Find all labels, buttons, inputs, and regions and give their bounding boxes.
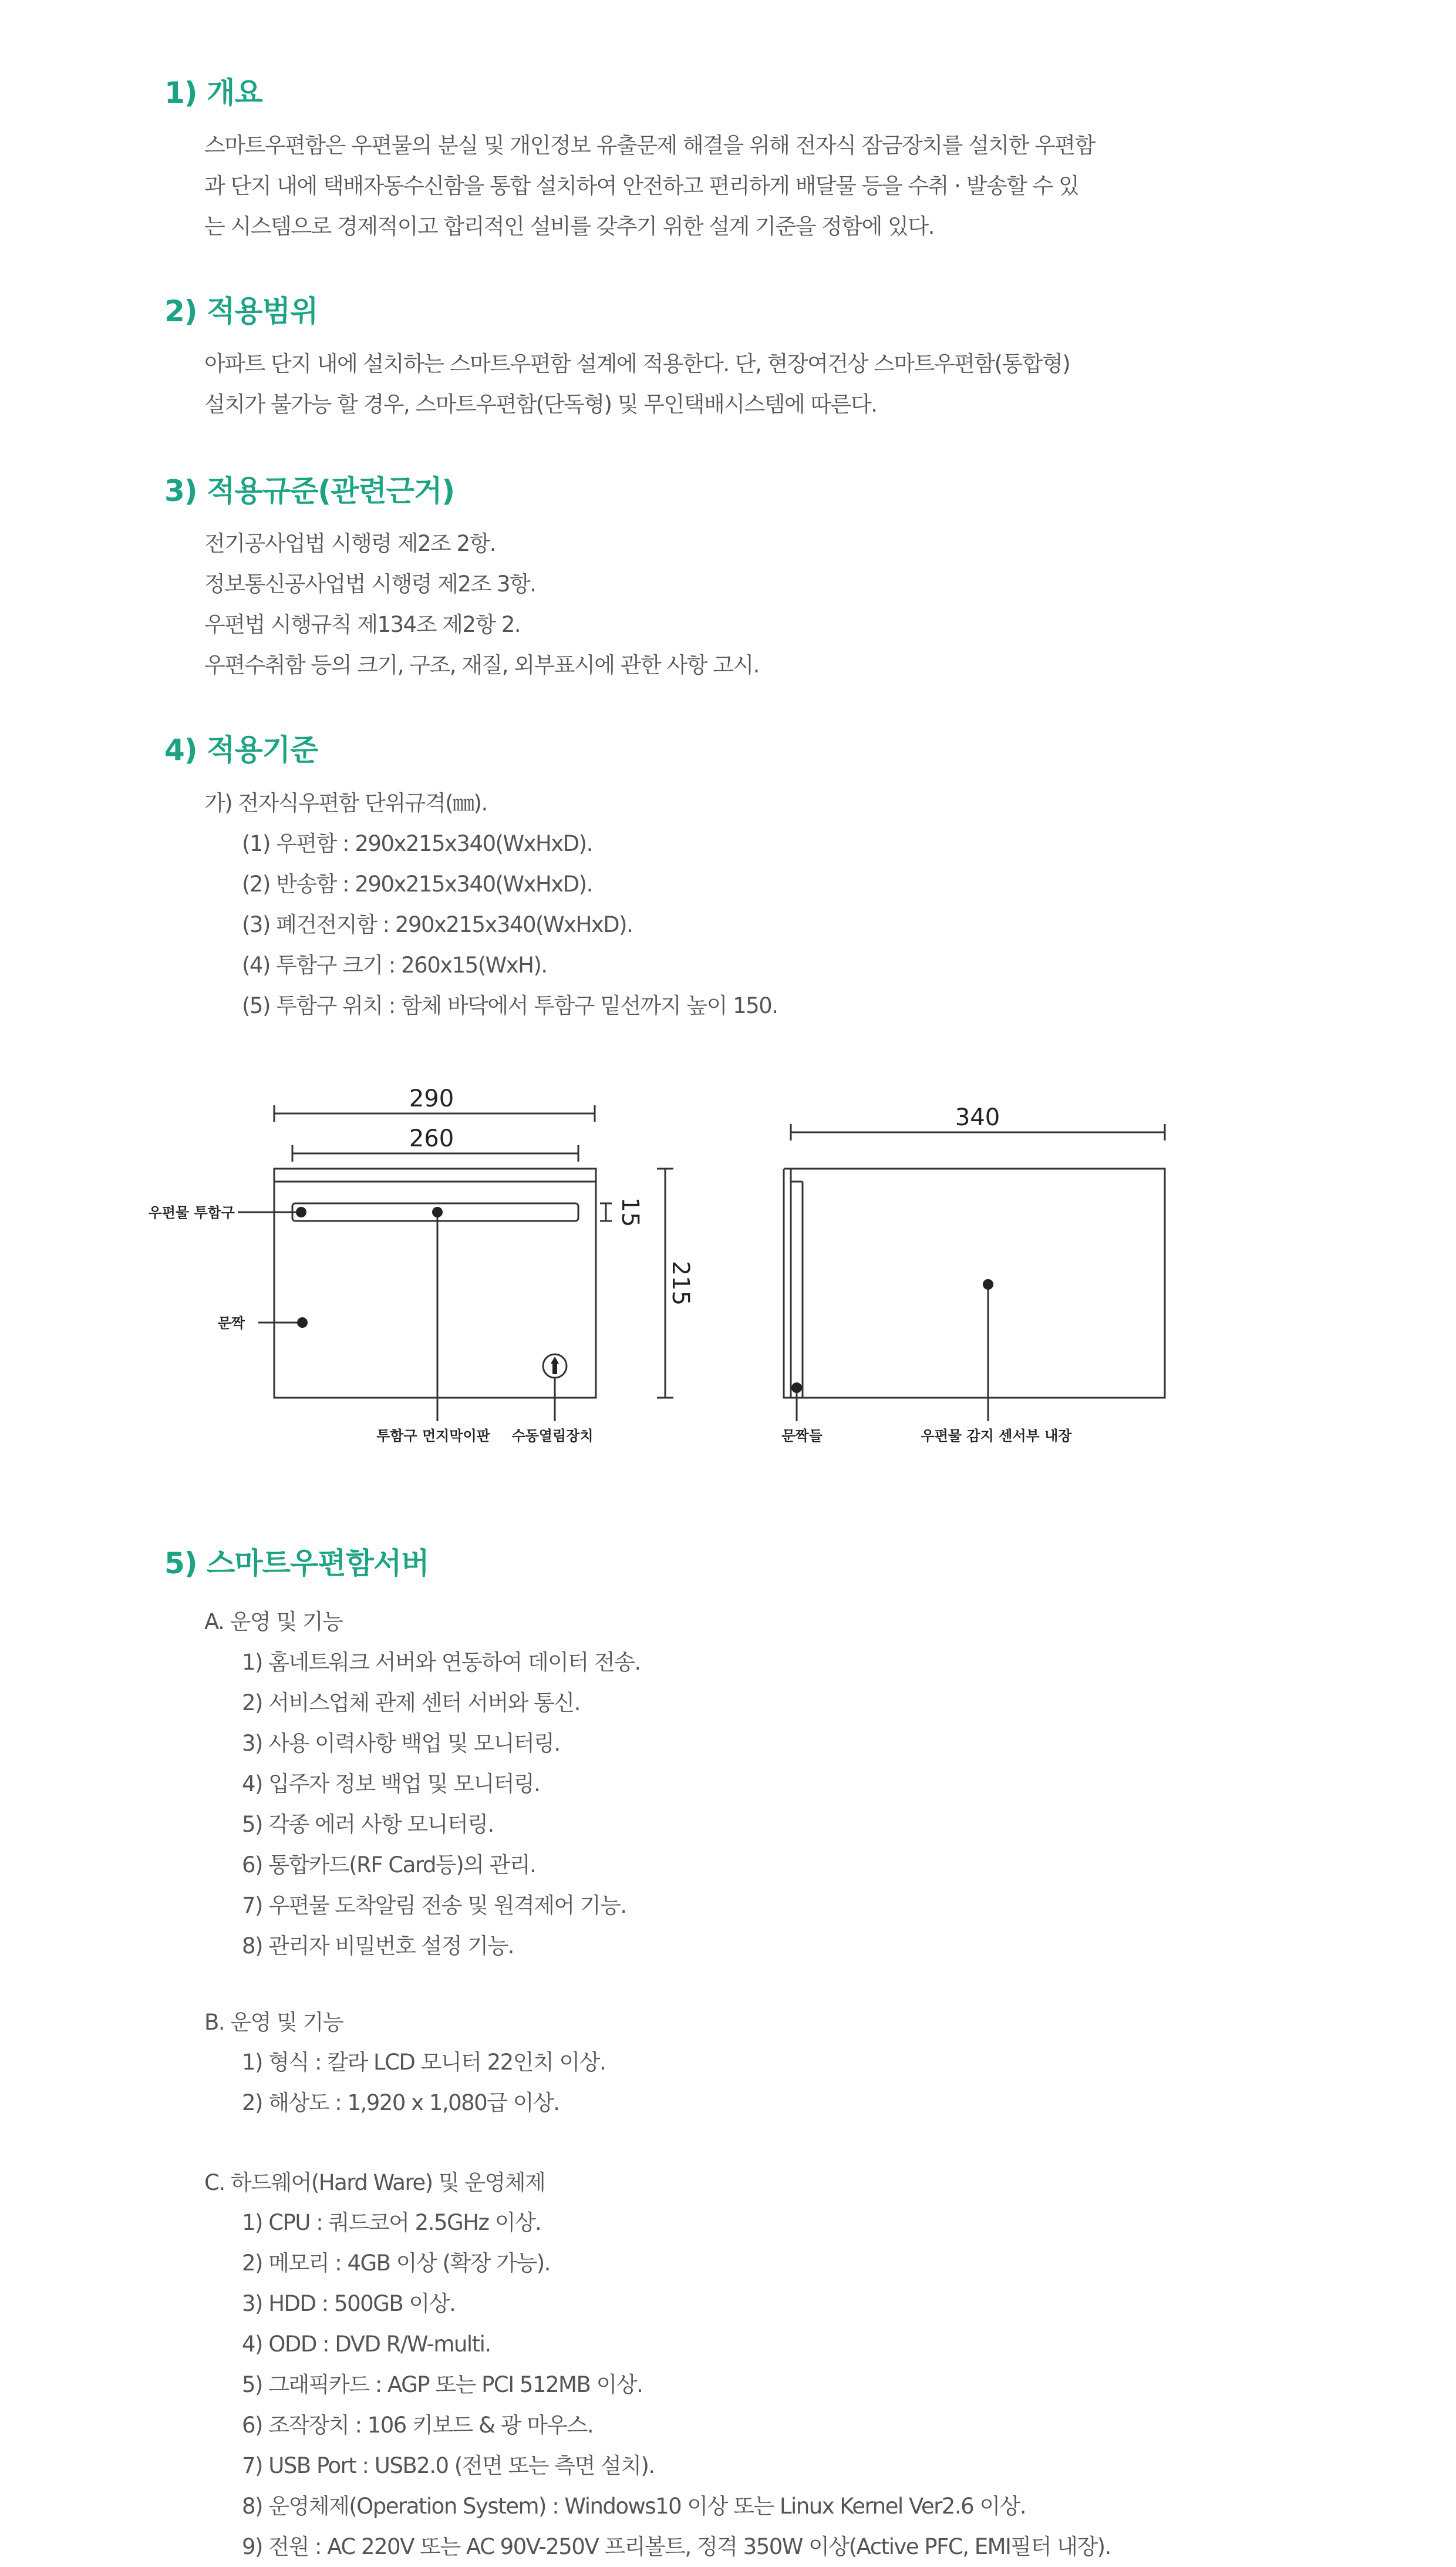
dim-label-slot-width: 260 <box>409 1125 454 1152</box>
label-sensor: 우편물 감지 센서부 내장 <box>921 1428 1072 1444</box>
standard-item: (3) 폐건전지함 : 290x215x340(WxHxD). <box>242 912 633 937</box>
label-dust-plate: 투함구 먼지막이판 <box>376 1428 490 1444</box>
server-a-item: 1) 홈네트워크 서버와 연동하여 데이터 전송. <box>242 1650 641 1675</box>
regulations-list <box>204 523 759 685</box>
server-c-item: 2) 메모리 : 4GB 이상 (확장 가능). <box>242 2250 550 2276</box>
standard-item: (5) 투함구 위치 : 함체 바닥에서 투함구 밑선까지 높이 150. <box>242 993 778 1018</box>
server-a-item: 6) 통합카드(RF Card등)의 관리. <box>242 1852 536 1878</box>
server-group-b-list <box>242 2042 605 2123</box>
standards-subheading: 가) 전자식우편함 단위규격(㎜). <box>204 790 487 816</box>
server-a-item: 8) 관리자 비밀번호 설정 기능. <box>242 1933 514 1959</box>
dim-label-depth: 340 <box>955 1104 1000 1131</box>
overview-paragraph <box>204 125 1095 247</box>
server-b-item: 1) 형식 : 칼라 LCD 모니터 22인치 이상. <box>242 2050 606 2075</box>
regulation-item: 전기공사업법 시행령 제2조 2항. <box>204 531 496 556</box>
server-group-c-list <box>242 2202 1111 2567</box>
label-manual-release: 수동열림장치 <box>511 1428 594 1444</box>
dim-label-width: 290 <box>409 1085 454 1112</box>
overview-line: 는 시스템으로 경제적이고 합리적인 설비를 갖추기 위한 설계 기준을 정함에 있다. <box>204 214 934 239</box>
side-door-edge <box>784 1169 791 1398</box>
section-title-overview: 1) 개요 <box>164 76 262 110</box>
server-a-item: 5) 각종 에러 사항 모니터링. <box>242 1812 494 1837</box>
side-view-box <box>791 1169 1165 1398</box>
server-c-item: 3) HDD : 500GB 이상. <box>242 2291 456 2316</box>
scope-paragraph <box>204 344 1070 425</box>
server-c-item: 5) 그래픽카드 : AGP 또는 PCI 512MB 이상. <box>242 2372 643 2397</box>
regulation-item: 우편수취함 등의 크기, 구조, 재질, 외부표시에 관한 사항 고시. <box>204 652 759 678</box>
server-c-item: 4) ODD : DVD R/W-multi. <box>242 2332 491 2357</box>
server-c-item: 7) USB Port : USB2.0 (전면 또는 측면 설치). <box>242 2453 655 2478</box>
standard-item: (1) 우편함 : 290x215x340(WxHxD). <box>242 831 592 856</box>
server-c-item: 6) 조작장치 : 106 키보드 & 광 마우스. <box>242 2413 594 2438</box>
section-title-scope: 2) 적용범위 <box>164 294 318 328</box>
server-group-c-heading: C. 하드웨어(Hard Ware) 및 운영체제 <box>204 2170 545 2195</box>
standard-item: (4) 투함구 크기 : 260x15(WxH). <box>242 953 547 978</box>
server-c-item: 1) CPU : 쿼드코어 2.5GHz 이상. <box>242 2210 541 2235</box>
server-a-item: 3) 사용 이력사항 백업 및 모니터링. <box>242 1731 560 1756</box>
overview-line: 스마트우편함은 우편물의 분실 및 개인정보 유출문제 해결을 위해 전자식 잠금장치를 설치한 우편함 <box>204 133 1095 158</box>
regulation-item: 우편법 시행규칙 제134조 제2항 2. <box>204 612 521 637</box>
server-a-item: 2) 서비스업체 관제 센터 서버와 통신. <box>242 1690 580 1715</box>
dim-label-height: 215 <box>667 1260 694 1306</box>
server-group-a-heading: A. 운영 및 기능 <box>204 1609 343 1634</box>
section-title-regulations: 3) 적용규준(관련근거) <box>164 474 455 508</box>
overview-line: 과 단지 내에 택배자동수신함을 통합 설치하여 안전하고 편리하게 배달물 등을 수취 · 발송할 수 있 <box>204 173 1079 199</box>
server-b-item: 2) 해상도 : 1,920 x 1,080급 이상. <box>242 2090 560 2115</box>
label-door: 문짝 <box>217 1315 245 1331</box>
server-a-item: 4) 입주자 정보 백업 및 모니터링. <box>242 1771 540 1796</box>
standards-list <box>242 823 777 1026</box>
server-c-item: 8) 운영체제(Operation System) : Windows10 이상 또는 Linux Kernel Ver2.6 이상. <box>242 2494 1026 2519</box>
label-side-door: 문짝들 <box>781 1428 823 1444</box>
section-title-standards: 4) 적용기준 <box>164 733 318 767</box>
scope-line: 아파트 단지 내에 설치하는 스마트우편함 설계에 적용한다. 단, 현장여건상 스마트우편함(통합형) <box>204 351 1070 376</box>
mailbox-dimension-diagram <box>0 1057 1456 1456</box>
regulation-item: 정보통신공사업법 시행령 제2조 3항. <box>204 571 536 597</box>
server-a-item: 7) 우편물 도착알림 전송 및 원격제어 기능. <box>242 1893 626 1918</box>
label-mail-slot: 우편물 투함구 <box>148 1205 235 1221</box>
section-title-server: 5) 스마트우편함서버 <box>164 1546 429 1580</box>
server-group-b-heading: B. 운영 및 기능 <box>204 2010 343 2035</box>
standard-item: (2) 반송함 : 290x215x340(WxHxD). <box>242 872 592 897</box>
server-group-a-list <box>242 1642 641 1966</box>
server-c-item: 9) 전원 : AC 220V 또는 AC 90V-250V 프리볼트, 정격 350W 이상(Active PFC, EMI필터 내장). <box>242 2534 1111 2559</box>
scope-line: 설치가 불가능 할 경우, 스마트우편함(단독형) 및 무인택배시스템에 따른다. <box>204 392 877 417</box>
dim-label-slot-height: 15 <box>616 1197 643 1227</box>
